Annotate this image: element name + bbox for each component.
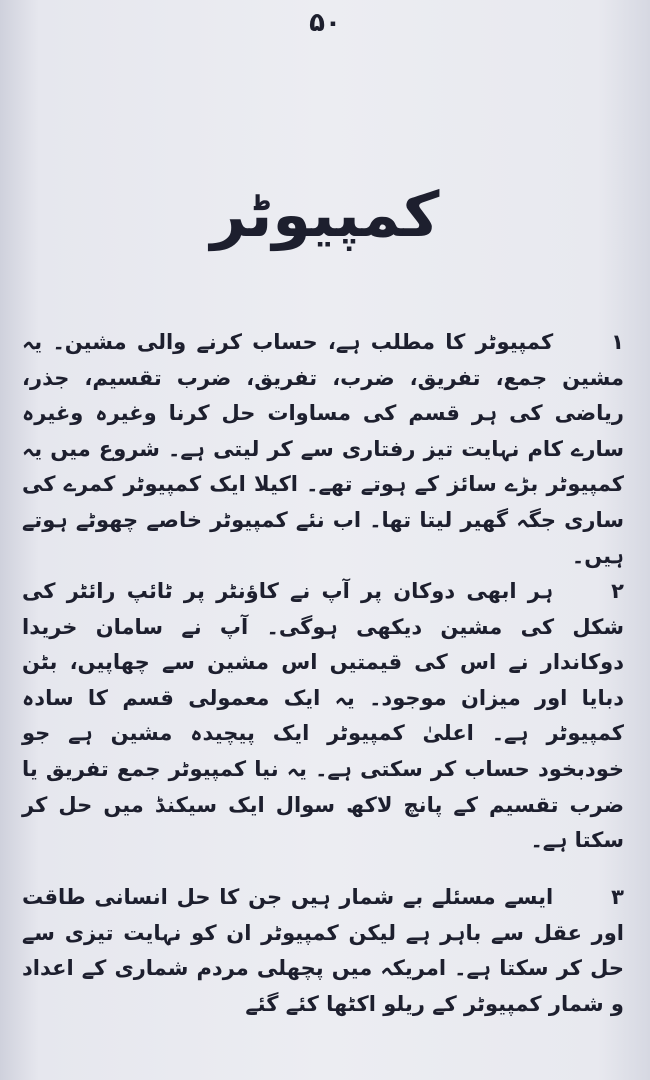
paragraph-number: ۳ [611, 885, 624, 909]
paragraph-number: ۲ [611, 579, 624, 603]
paragraph [22, 325, 624, 574]
page-number: ۵۰ [309, 8, 341, 38]
paragraph [22, 880, 624, 1022]
paragraph-number: ۱ [611, 330, 624, 354]
chapter-title: کمپیوٹر [210, 178, 440, 251]
paragraph-text: کمپیوٹر کا مطلب ہے، حساب کرنے والی مشین۔ یہ مشین جمع، تفریق، ضرب، تفریق، ضرب تقسیم، جذر، ریاضی کی ہر قسم کی مساوات حل کرنا وغیرہ وغیرہ سارے کام نہایت تیز رفتاری سے کر لیتی ہے۔ شروع میں یہ کمپیوٹر بڑے سائز کے ہوتے تھے۔ اکیلا ایک کمپیوٹر کمرے کی ساری جگہ گھیر لیتا تھا۔ اب نئے کمپیوٹر خاصے چھوٹے ہوتے ہیں۔ [22, 330, 624, 568]
paragraph-text: ہر ابھی دوکان پر آپ نے کاؤنٹر پر ٹائپ رائٹر کی شکل کی مشین دیکھی ہوگی۔ آپ نے سامان خریدا دوکاندار نے اس کی قیمتیں اس مشین سے چھاپیں، بٹن دبایا اور میزان موجود۔ یہ ایک معمولی قسم کا سادہ کمپیوٹر ہے۔ اعلیٰ کمپیوٹر ایک پیچیدہ مشین ہے جو خودبخود حساب کر سکتی ہے۔ یہ نیا کمپیوٹر جمع تفریق یا ضرب تقسیم کے پانچ لاکھ سوال ایک سیکنڈ میں حل کر سکتا ہے۔ [22, 579, 624, 853]
paragraph-text: ایسے مسئلے بے شمار ہیں جن کا حل انسانی طاقت اور عقل سے باہر ہے لیکن کمپیوٹر ان کو نہایت تیزی سے حل کر سکتا ہے۔ امریکہ میں پچھلی مردم شماری کے اعداد و شمار کمپیوٹر کے ریلو اکٹھا کئے گئے [22, 885, 624, 1016]
paragraph [22, 574, 624, 859]
